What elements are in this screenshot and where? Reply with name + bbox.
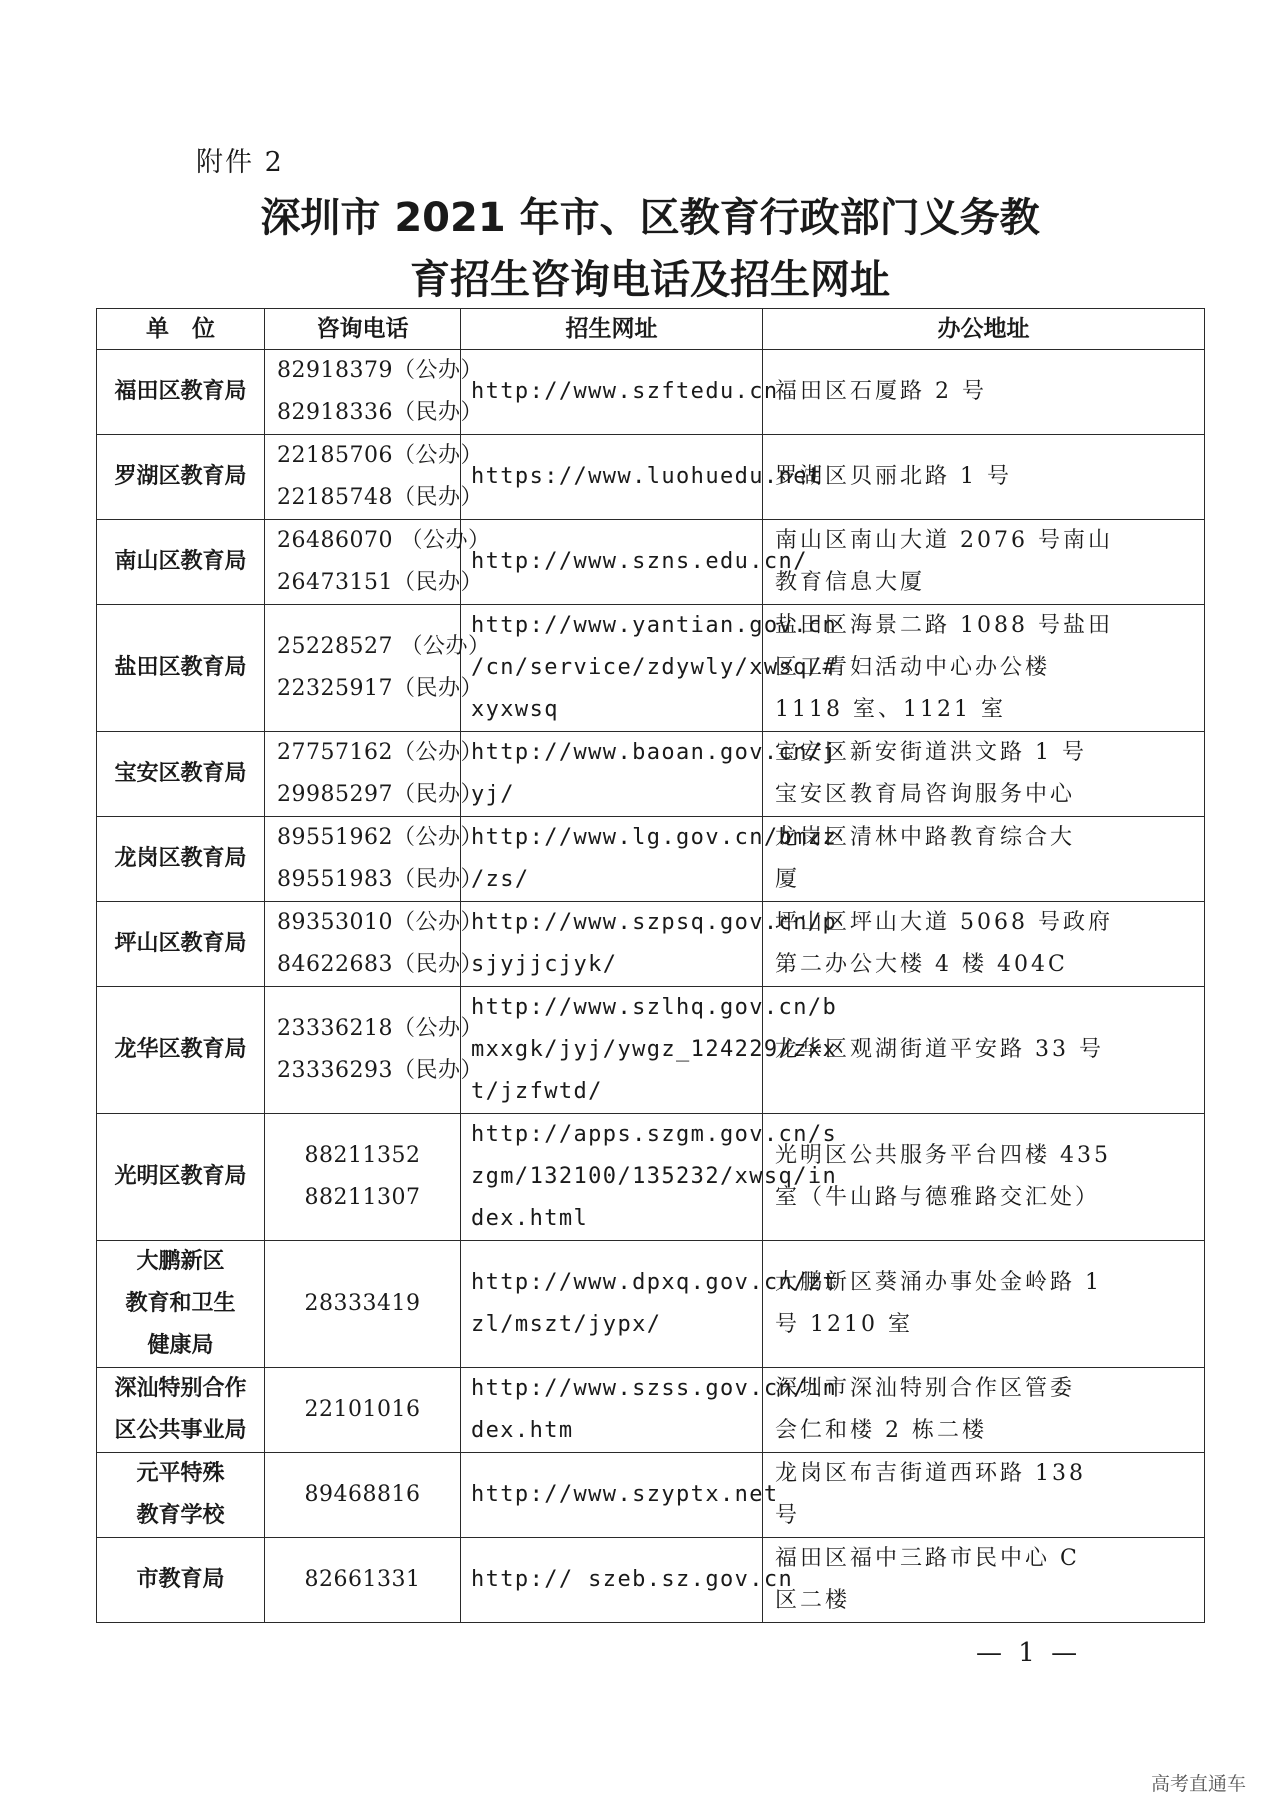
header-unit: 单 位 xyxy=(97,309,265,350)
table-row xyxy=(97,435,1205,520)
attachment-label: 附件 2 xyxy=(196,147,284,178)
header-address: 办公地址 xyxy=(763,309,1205,350)
address-cell-line: 教育信息大厦 xyxy=(775,570,926,595)
phone-cell-line: 89551962（公办） xyxy=(277,825,483,850)
address-cell-line: 罗湖区贝丽北路 1 号 xyxy=(775,464,1012,489)
phone-cell xyxy=(265,1538,461,1623)
address-cell xyxy=(763,1453,1205,1538)
phone-cell xyxy=(265,435,483,520)
phone-cell-line: 26473151（民办） xyxy=(277,570,483,595)
address-cell xyxy=(763,350,1205,435)
phone-cell xyxy=(265,350,483,435)
address-cell xyxy=(763,1538,1205,1623)
unit-cell xyxy=(97,902,265,987)
unit-cell-line: 罗湖区教育局 xyxy=(114,464,247,489)
unit-cell-line: 南山区教育局 xyxy=(114,549,247,574)
url-link-line[interactable]: http://www.szlhq.gov.cn/b xyxy=(471,995,838,1020)
table-row xyxy=(97,817,1205,902)
url-link-line[interactable]: zgm/132100/135232/xwsq/in xyxy=(471,1164,838,1189)
header-url: 招生网址 xyxy=(461,309,763,350)
url-link[interactable] xyxy=(461,350,779,435)
table-row xyxy=(97,902,1205,987)
unit-cell-line: 坪山区教育局 xyxy=(114,931,247,956)
unit-cell xyxy=(97,817,265,902)
url-link-line[interactable]: /cn/service/zdywly/xwsq/# xyxy=(471,655,838,680)
phone-cell-line: 25228527 （公办） xyxy=(277,634,491,659)
url-link-line[interactable]: https://www.luohuedu.net xyxy=(471,464,823,489)
phone-cell-line: 89353010（公办） xyxy=(277,910,483,935)
address-cell-line: 宝安区教育局咨询服务中心 xyxy=(775,782,1076,807)
phone-cell-line: 22185706（公办） xyxy=(277,443,483,468)
header-phone: 咨询电话 xyxy=(265,309,461,350)
unit-cell-line: 光明区教育局 xyxy=(114,1164,247,1189)
address-cell-line: 龙岗区清林中路教育综合大 xyxy=(775,825,1076,850)
table-row xyxy=(97,1114,1205,1241)
address-cell-line: 龙岗区布吉街道西环路 138 xyxy=(775,1461,1086,1486)
document-title-line-1: 深圳市 2021 年市、区教育行政部门义务教 xyxy=(260,195,1040,241)
unit-cell-line: 教育学校 xyxy=(136,1503,225,1528)
url-link-line[interactable]: http://www.lg.gov.cn/bmzz xyxy=(471,825,838,850)
url-link[interactable] xyxy=(461,1114,838,1241)
url-link[interactable] xyxy=(461,902,838,987)
table-row xyxy=(97,1538,1205,1623)
phone-cell-line: 22325917（民办） xyxy=(277,676,483,701)
unit-cell xyxy=(97,435,265,520)
unit-cell xyxy=(97,1368,265,1453)
url-link-line[interactable]: dex.htm xyxy=(471,1418,574,1443)
address-cell xyxy=(763,435,1205,520)
unit-cell-line: 市教育局 xyxy=(136,1567,225,1592)
table-row xyxy=(97,605,1205,732)
url-link[interactable] xyxy=(461,435,823,520)
phone-cell-line: 22101016 xyxy=(304,1397,421,1422)
phone-cell xyxy=(265,1368,461,1453)
phone-cell-line: 27757162（公办） xyxy=(277,740,483,765)
phone-cell-line: 89551983（民办） xyxy=(277,867,483,892)
address-cell-line: 福田区石厦路 2 号 xyxy=(775,379,987,404)
address-cell-line: 宝安区新安街道洪文路 1 号 xyxy=(775,740,1087,765)
url-link[interactable] xyxy=(461,817,838,902)
phone-cell xyxy=(265,520,491,605)
address-cell-line: 福田区福中三路市民中心 C xyxy=(775,1546,1080,1571)
address-cell-line: 盐田区海景二路 1088 号盐田 xyxy=(775,613,1113,638)
url-link-line[interactable]: yj/ xyxy=(471,782,515,807)
unit-cell-line: 元平特殊 xyxy=(136,1461,225,1486)
phone-cell xyxy=(265,817,483,902)
address-cell-line: 深圳市深汕特别合作区管委 xyxy=(775,1376,1076,1401)
phone-cell xyxy=(265,1114,461,1241)
address-cell-line: 区工青妇活动中心办公楼 xyxy=(775,655,1051,680)
address-cell-line: 大鹏新区葵涌办事处金岭路 1 xyxy=(775,1270,1102,1295)
phone-cell-line: 89468816 xyxy=(304,1482,421,1507)
unit-cell xyxy=(97,350,265,435)
url-link-line[interactable]: t/jzfwtd/ xyxy=(471,1079,603,1104)
phone-cell-line: 28333419 xyxy=(304,1291,421,1316)
address-cell-line: 会仁和楼 2 栋二楼 xyxy=(775,1418,987,1443)
table-row xyxy=(97,987,1205,1114)
url-link[interactable] xyxy=(461,605,838,732)
url-link-line[interactable]: http://www.dpxq.gov.cn/zt xyxy=(471,1270,838,1295)
url-link-line[interactable]: http://apps.szgm.gov.cn/s xyxy=(471,1122,838,1147)
url-link[interactable] xyxy=(461,520,808,605)
unit-cell-line: 健康局 xyxy=(147,1333,214,1358)
watermark: 高考直通车 xyxy=(1150,1773,1246,1795)
enrollment-contact-table xyxy=(96,308,1205,1623)
unit-cell-line: 盐田区教育局 xyxy=(114,655,247,680)
phone-cell-line: 82918379（公办） xyxy=(277,358,483,383)
address-cell xyxy=(763,817,1205,902)
unit-cell-line: 深汕特别合作 xyxy=(114,1376,247,1401)
url-link[interactable] xyxy=(461,1241,838,1368)
phone-cell xyxy=(265,732,483,817)
url-link-line[interactable]: http://www.szss.gov.cn/in xyxy=(471,1376,838,1401)
address-cell-line: 1118 室、1121 室 xyxy=(775,697,1006,722)
phone-cell-line: 29985297（民办） xyxy=(277,782,483,807)
address-cell-line: 区二楼 xyxy=(775,1588,851,1613)
url-link[interactable] xyxy=(461,1368,838,1453)
phone-cell-line: 82661331 xyxy=(304,1567,421,1592)
unit-cell xyxy=(97,1538,265,1623)
unit-cell-line: 福田区教育局 xyxy=(114,379,247,404)
table-row xyxy=(97,1368,1205,1453)
address-cell-line: 号 1210 室 xyxy=(775,1312,913,1337)
unit-cell-line: 区公共事业局 xyxy=(114,1418,247,1443)
url-link[interactable] xyxy=(461,732,838,817)
phone-cell-line: 22185748（民办） xyxy=(277,485,483,510)
phone-cell-line: 23336293（民办） xyxy=(277,1058,483,1083)
unit-cell xyxy=(97,520,265,605)
address-cell-line: 南山区南山大道 2076 号南山 xyxy=(775,528,1113,553)
address-cell-line: 光明区公共服务平台四楼 435 xyxy=(775,1143,1111,1168)
unit-cell-line: 大鹏新区 xyxy=(136,1249,225,1274)
unit-cell-line: 龙岗区教育局 xyxy=(114,846,247,871)
phone-cell-line: 88211307 xyxy=(304,1185,421,1210)
phone-cell-line: 84622683（民办） xyxy=(277,952,483,977)
unit-cell xyxy=(97,1241,265,1368)
url-link-line[interactable]: http://www.szftedu.cn xyxy=(471,379,779,404)
url-link-line[interactable]: sjyjjcjyk/ xyxy=(471,952,618,977)
url-link-line[interactable]: zl/mszt/jypx/ xyxy=(471,1312,662,1337)
phone-cell-line: 82918336（民办） xyxy=(277,400,483,425)
address-cell-line: 厦 xyxy=(775,867,801,892)
url-link-line[interactable]: http://www.szpsq.gov.cn/p xyxy=(471,910,838,935)
phone-cell xyxy=(265,1241,461,1368)
phone-cell xyxy=(265,605,491,732)
unit-cell xyxy=(97,1114,265,1241)
address-cell xyxy=(763,902,1205,987)
address-cell-line: 坪山区坪山大道 5068 号政府 xyxy=(775,910,1113,935)
unit-cell-line: 教育和卫生 xyxy=(125,1291,236,1316)
page-number: — 1 — xyxy=(976,1638,1082,1668)
address-cell-line: 号 xyxy=(775,1503,801,1528)
address-cell xyxy=(763,1368,1205,1453)
table-row xyxy=(97,520,1205,605)
phone-cell-line: 88211352 xyxy=(304,1143,421,1168)
phone-cell xyxy=(265,1453,461,1538)
unit-cell xyxy=(97,1453,265,1538)
table-body xyxy=(97,350,1205,1623)
url-link-line[interactable]: xyxwsq xyxy=(471,697,559,722)
url-link-line[interactable]: http://www.szns.edu.cn/ xyxy=(471,549,808,574)
unit-cell xyxy=(97,605,265,732)
address-cell-line: 龙华区观湖街道平安路 33 号 xyxy=(775,1037,1104,1062)
url-link-line[interactable]: http:// szeb.sz.gov.cn xyxy=(471,1567,794,1592)
table-header-row xyxy=(97,309,1205,350)
table-row xyxy=(97,1241,1205,1368)
table-row xyxy=(97,732,1205,817)
table-row xyxy=(97,350,1205,435)
address-cell xyxy=(763,1241,1205,1368)
unit-cell-line: 宝安区教育局 xyxy=(114,761,247,786)
phone-cell xyxy=(265,902,483,987)
url-link-line[interactable]: mxxgk/jyj/ywgz_124229/zxx xyxy=(471,1037,838,1062)
address-cell-line: 室（牛山路与德雅路交汇处） xyxy=(775,1185,1101,1210)
document-title-line-2: 育招生咨询电话及招生网址 xyxy=(410,257,890,303)
address-cell-line: 第二办公大楼 4 楼 404C xyxy=(775,952,1068,977)
unit-cell-line: 龙华区教育局 xyxy=(114,1037,247,1062)
url-link-line[interactable]: http://www.yantian.gov.cn xyxy=(471,613,838,638)
url-link[interactable] xyxy=(461,987,838,1114)
url-link-line[interactable]: /zs/ xyxy=(471,867,530,892)
phone-cell-line: 26486070 （公办） xyxy=(277,528,491,553)
address-cell xyxy=(763,605,1205,732)
url-link[interactable] xyxy=(461,1538,794,1623)
address-cell xyxy=(763,732,1205,817)
phone-cell xyxy=(265,987,483,1114)
url-link[interactable] xyxy=(461,1453,779,1538)
phone-cell-line: 23336218（公办） xyxy=(277,1016,483,1041)
address-cell xyxy=(763,520,1205,605)
table-row xyxy=(97,1453,1205,1538)
unit-cell xyxy=(97,732,265,817)
url-link-line[interactable]: dex.html xyxy=(471,1206,589,1231)
url-link-line[interactable]: http://www.szyptx.net xyxy=(471,1482,779,1507)
unit-cell xyxy=(97,987,265,1114)
url-link-line[interactable]: http://www.baoan.gov.cn/j xyxy=(471,740,838,765)
